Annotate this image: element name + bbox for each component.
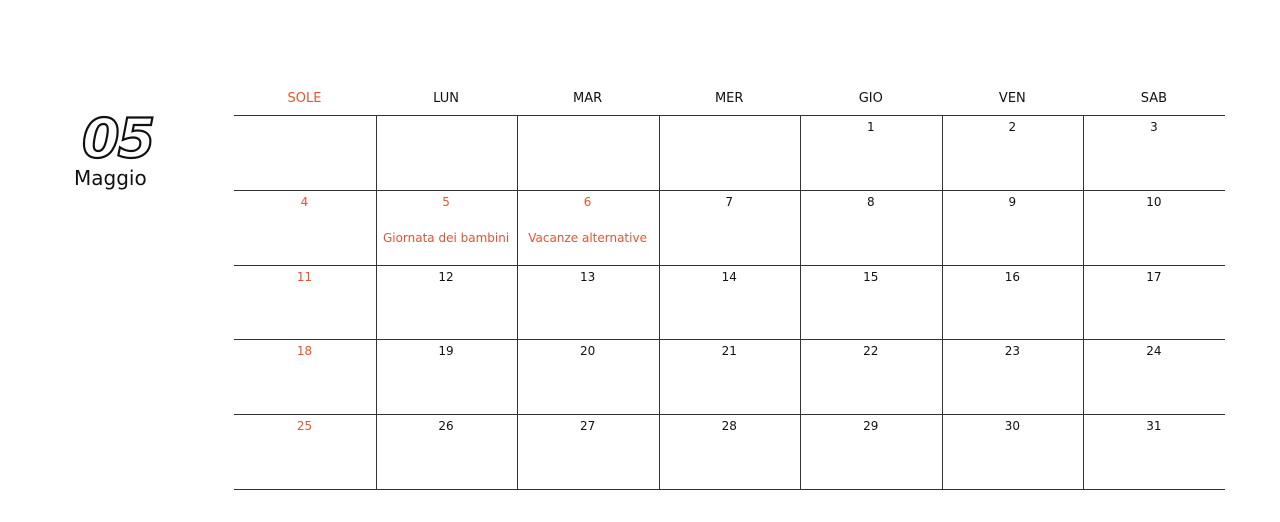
day-cell (942, 190, 1083, 264)
day-cell (942, 414, 1083, 488)
day-cell (800, 115, 941, 189)
day-number: 6 (583, 194, 592, 209)
day-cell (659, 115, 800, 189)
day-number: 11 (296, 269, 313, 284)
day-number: 21 (721, 344, 737, 359)
day-number: 1 (866, 120, 875, 134)
day-cell (659, 414, 800, 488)
day-cell (517, 115, 658, 189)
day-cell (800, 265, 941, 339)
calendar-grid (234, 88, 1225, 490)
holiday-event-label: Giornata dei bambini (382, 230, 510, 245)
weekday-label: GIO (858, 91, 883, 106)
day-number: 26 (438, 419, 454, 434)
day-cell (659, 265, 800, 339)
weekday-label: LUN (433, 91, 459, 106)
day-number: 24 (1146, 344, 1162, 359)
weekday-header-row (234, 88, 1225, 115)
day-cell (659, 339, 800, 413)
day-number: 10 (1146, 194, 1162, 209)
weekday-label: MER (714, 91, 744, 106)
day-number: 5 (442, 194, 450, 209)
month-number: 05 (82, 107, 154, 170)
day-cell (517, 190, 658, 264)
weekday-label: SAB (1140, 91, 1168, 106)
day-cell (234, 414, 375, 488)
holiday-event-label: Vacanze alternative (528, 230, 647, 245)
weekday-label: SOLE (287, 91, 322, 106)
day-cell (376, 339, 517, 413)
day-number: 7 (725, 194, 734, 209)
day-cell (800, 339, 941, 413)
day-cell (376, 265, 517, 339)
day-number: 23 (1004, 344, 1020, 359)
day-cell (517, 414, 658, 488)
day-cell (1083, 339, 1224, 413)
weekday-label: MAR (573, 91, 603, 106)
day-cell (942, 339, 1083, 413)
day-number: 18 (296, 344, 313, 359)
day-number: 2 (1008, 120, 1017, 134)
day-number: 12 (438, 269, 454, 284)
month-heading (62, 108, 174, 198)
day-cell (234, 190, 375, 264)
day-number: 17 (1146, 269, 1162, 284)
day-cell (234, 115, 375, 189)
day-number: 28 (721, 419, 737, 434)
day-number: 4 (300, 194, 309, 209)
day-number: 25 (296, 419, 313, 434)
day-number: 8 (866, 194, 875, 209)
day-cell (234, 339, 375, 413)
day-cell (1083, 115, 1224, 189)
day-cell (517, 265, 658, 339)
day-cell (234, 265, 375, 339)
day-number: 9 (1008, 194, 1017, 209)
day-cell (1083, 414, 1224, 488)
day-cell (942, 115, 1083, 189)
day-number: 30 (1004, 419, 1020, 434)
month-name: Maggio (74, 166, 147, 190)
day-number: 3 (1150, 120, 1158, 134)
day-number: 31 (1146, 419, 1162, 434)
day-cell (942, 265, 1083, 339)
day-cell (517, 339, 658, 413)
day-number: 15 (863, 269, 879, 284)
day-cell (800, 414, 941, 488)
day-number: 27 (579, 419, 596, 434)
day-cell (376, 190, 517, 264)
day-number: 29 (863, 419, 879, 434)
day-cell (1083, 190, 1224, 264)
grid-row-divider (234, 489, 1225, 490)
day-cell (1083, 265, 1224, 339)
day-cell (800, 190, 941, 264)
day-number: 19 (438, 344, 454, 359)
day-cell (376, 414, 517, 488)
weekday-label: VEN (998, 91, 1026, 106)
day-number: 13 (579, 269, 596, 284)
day-number: 22 (863, 344, 879, 359)
day-cell (376, 115, 517, 189)
day-cell (659, 190, 800, 264)
day-number: 16 (1004, 269, 1020, 284)
day-number: 14 (721, 269, 737, 284)
day-number: 20 (579, 344, 596, 359)
